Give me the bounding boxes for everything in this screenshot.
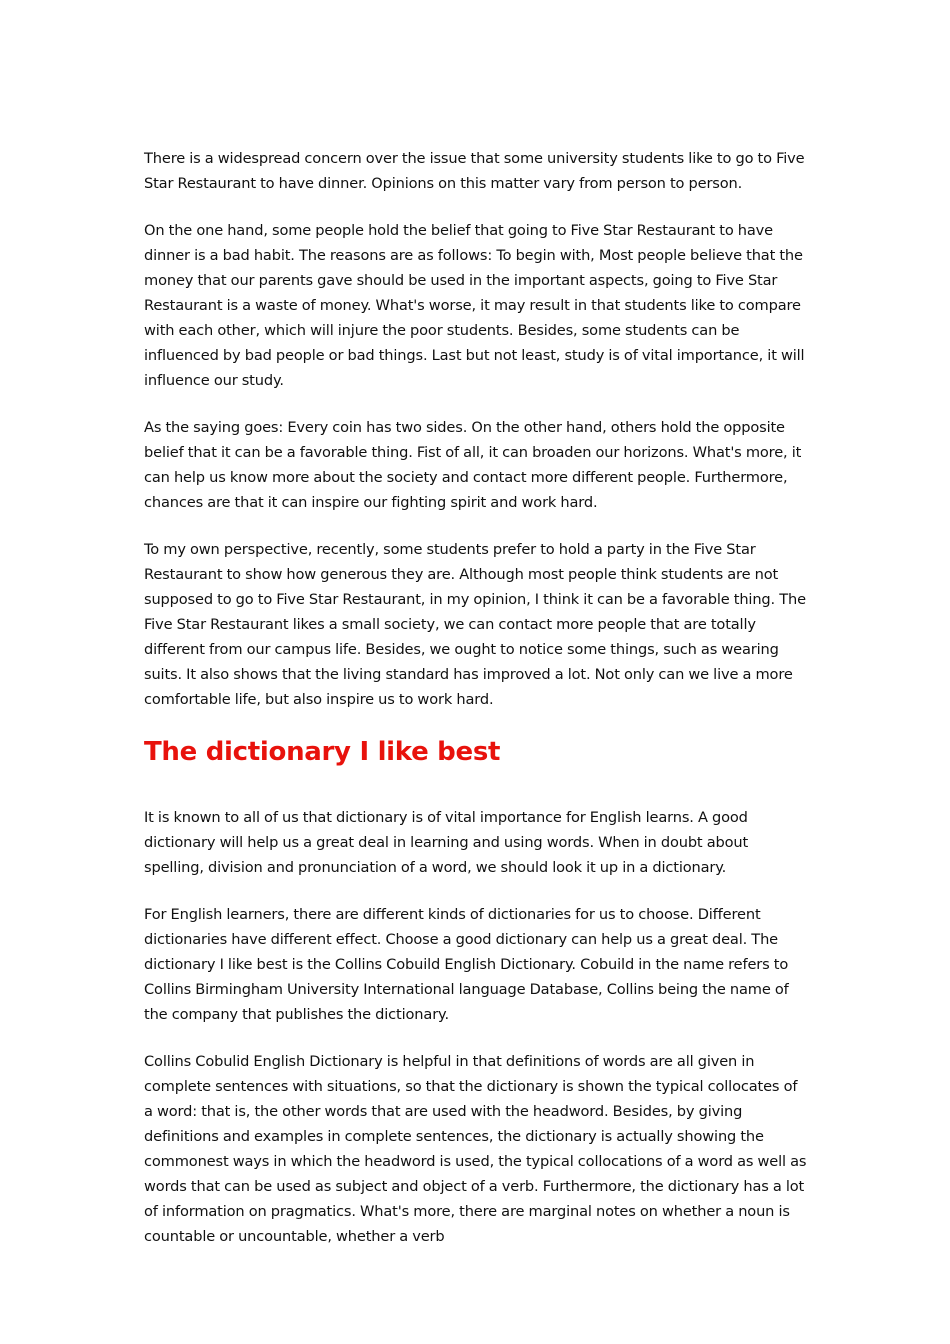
paragraph-dictionary-features: Collins Cobulid English Dictionary is helpful in that definitions of words are all given in complete sentences with situations, so that the dictionary is shown the typical collocates of a word: that is, the other words that are used with the headword. Besides, by giving definitions and examples in complete sentences, the dictionary is actually showing the commonest ways in which the headword is used, the typical collocations of a word as well as words that can be used as subject and object of a verb. Furthermore, the dictionary has a lot of information on pragmatics. What's more, there are marginal notes on whether a noun is countable or uncountable, whether a verb [144, 1053, 807, 1245]
section-heading: The dictionary I like best [144, 737, 501, 767]
paragraph-for: As the saying goes: Every coin has two sides. On the other hand, others hold the opposite belief that it can be a favorable thing. Fist of all, it can broaden our horizons. What's more, it can help us know more about the society and contact more different people. Furthermore, chances are that it can inspire our fighting spirit and work hard. [144, 419, 802, 511]
paragraph-intro: There is a widespread concern over the issue that some university students like to go to Five Star Restaurant to have dinner. Opinions on this matter vary from person to person. [144, 150, 805, 192]
paragraph-dictionary-intro: It is known to all of us that dictionary is of vital importance for English learns. A good dictionary will help us a great deal in learning and using words. When in doubt about spelling, division and pronunciation of a word, we should look it up in a dictionary. [144, 809, 749, 876]
paragraph-dictionary-choice: For English learners, there are different kinds of dictionaries for us to choose. Different dictionaries have different effect. Choose a good dictionary can help us a great deal. The dictionary I like best is the Collins Cobuild English Dictionary. Cobuild in the name refers to Collins Birmingham University International language Database, Collins being the name of the company that publishes the dictionary. [144, 906, 789, 1023]
paragraph-against: On the one hand, some people hold the belief that going to Five Star Restaurant to have dinner is a bad habit. The reasons are as follows: To begin with, Most people believe that the money that our parents gave should be used in the important aspects, going to Five Star Restaurant is a waste of money. What's worse, it may result in that students like to compare with each other, which will injure the poor students. Besides, some students can be influenced by bad people or bad things. Last but not least, study is of vital importance, it will influence our study. [144, 222, 805, 389]
paragraph-opinion: To my own perspective, recently, some students prefer to hold a party in the Five Star Restaurant to show how generous they are. Although most people think students are not supposed to go to Five Star Restaurant, in my opinion, I think it can be a favorable thing. The Five Star Restaurant likes a small society, we can contact more people that are totally different from our campus life. Besides, we ought to notice some things, such as wearing suits. It also shows that the living standard has improved a lot. Not only can we live a more comfortable life, but also inspire us to work hard. [144, 541, 806, 708]
essay-dictionary [144, 734, 810, 1249]
essay-five-star-restaurant [144, 146, 810, 712]
document-body [144, 146, 810, 1249]
